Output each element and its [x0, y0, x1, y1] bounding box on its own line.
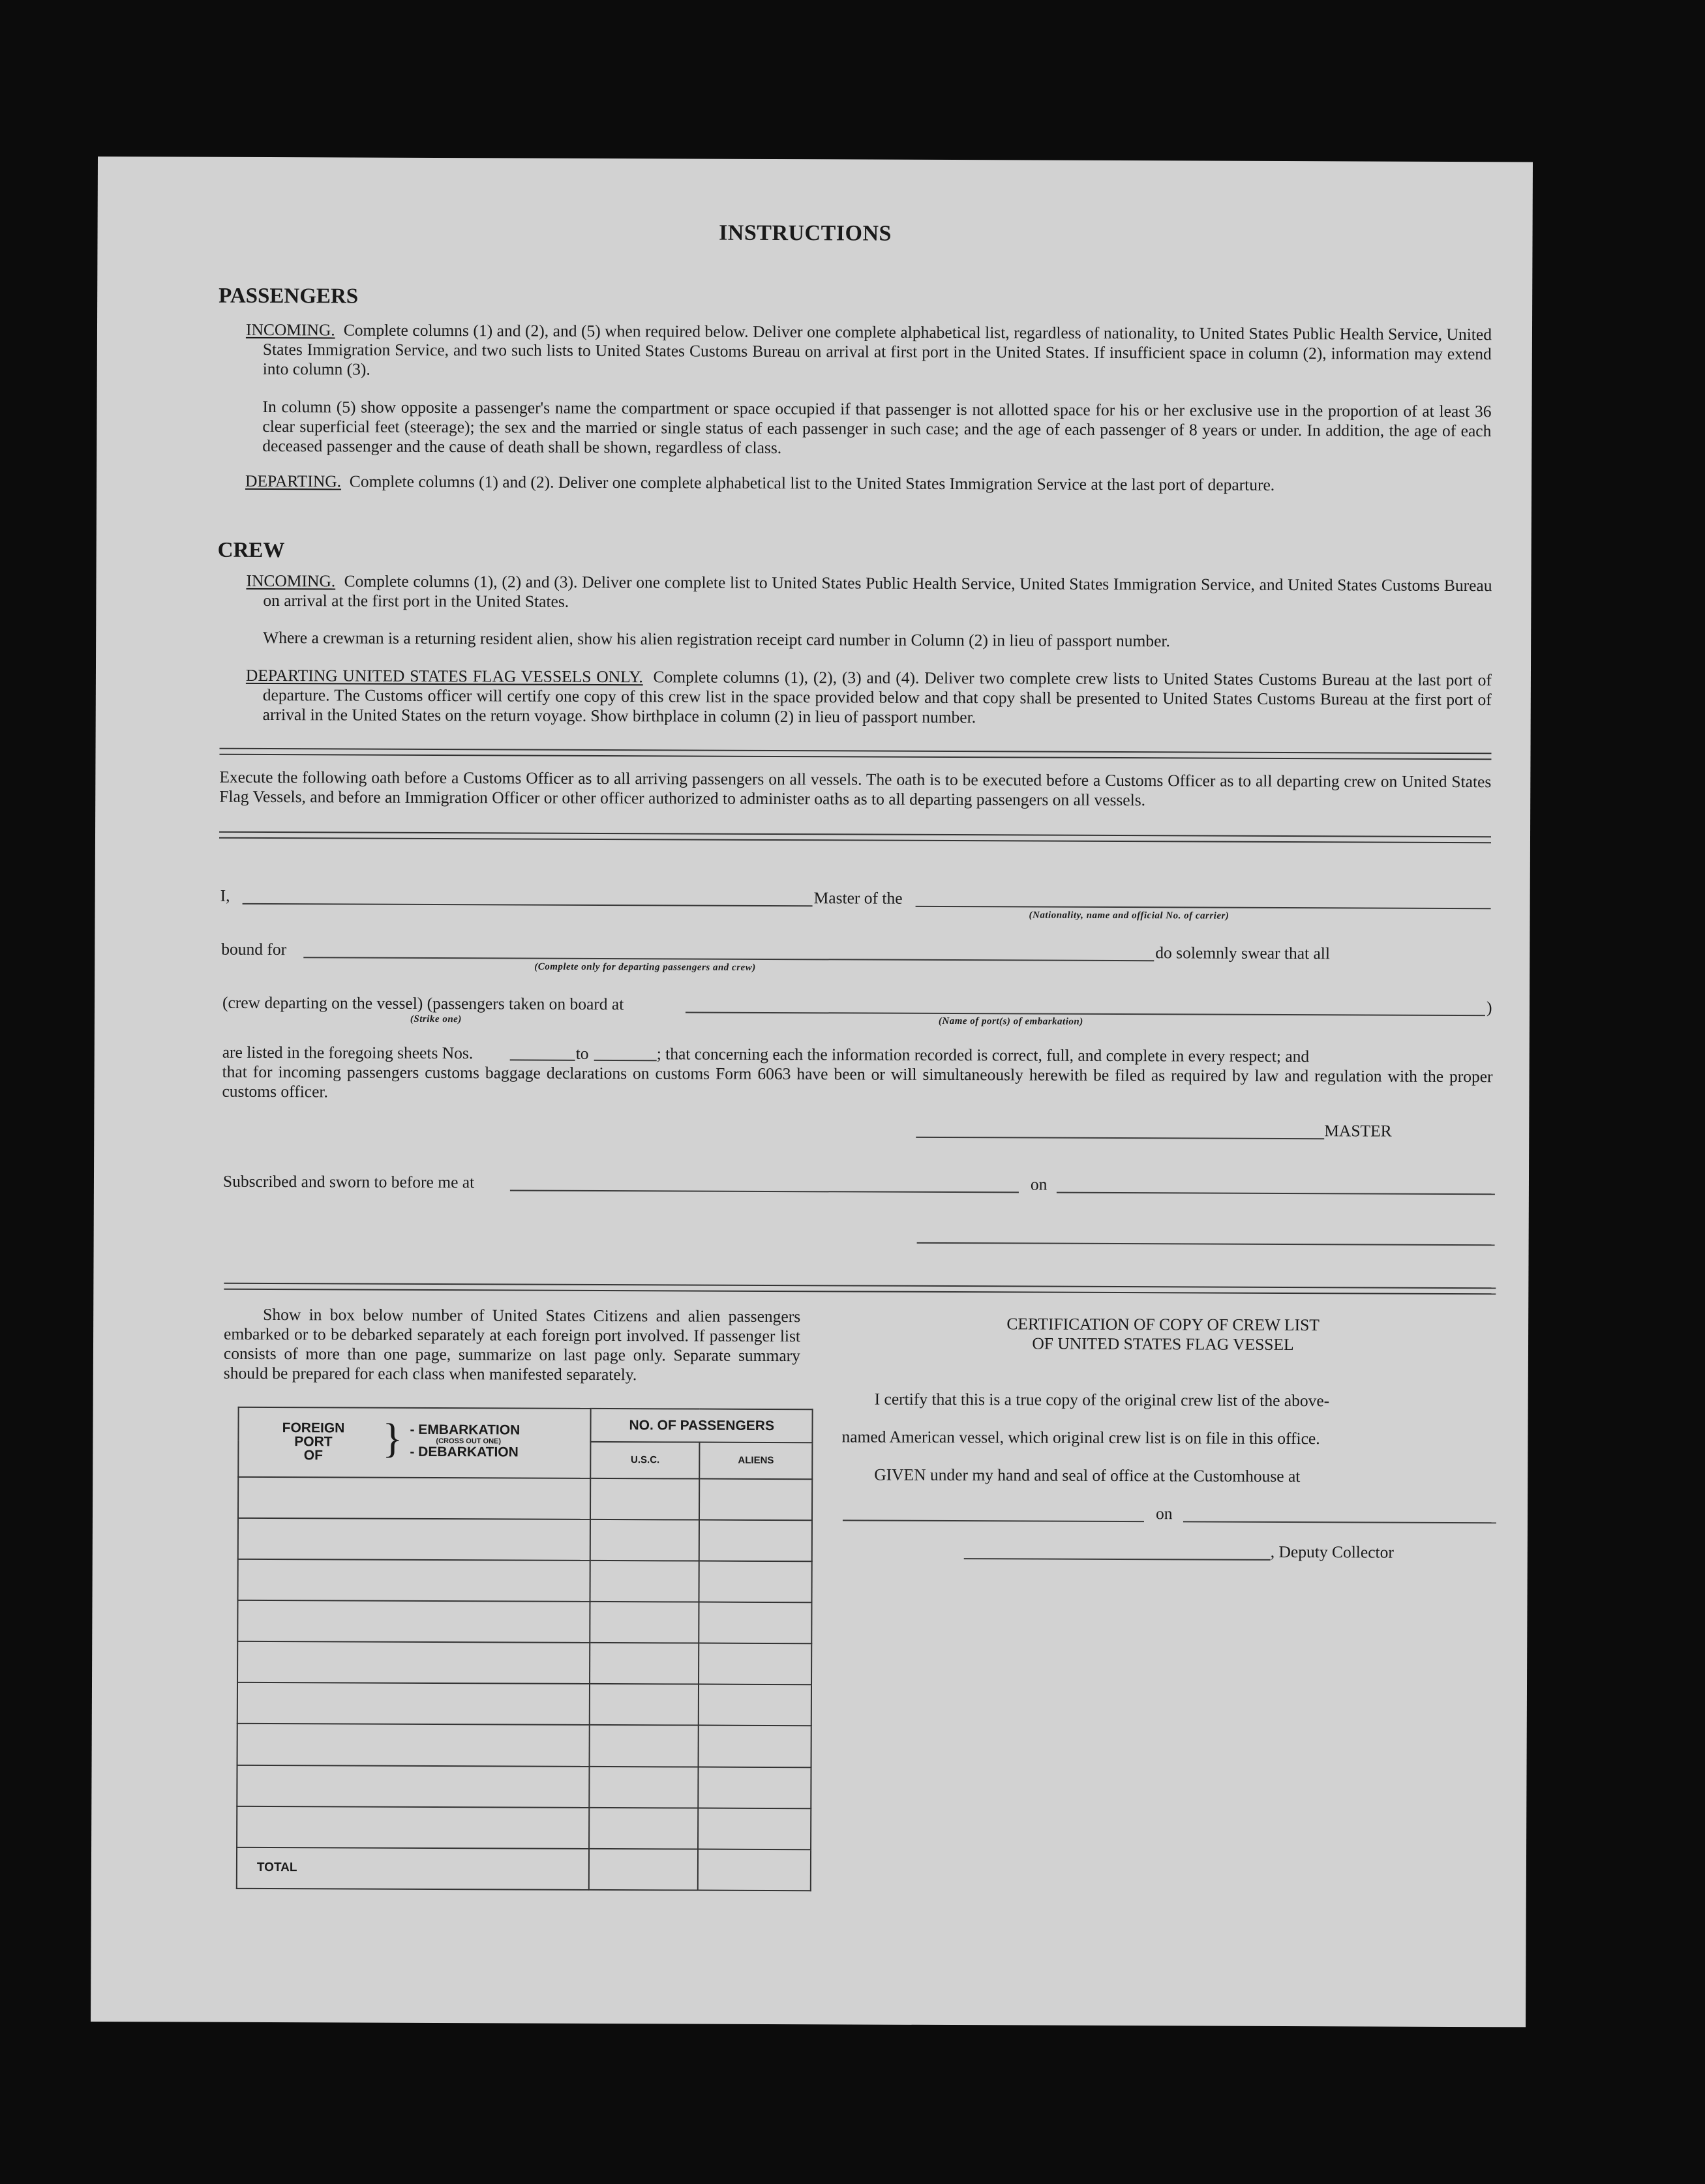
crew-passengers-label: (crew departing on the vessel) (passengers taken on board at [222, 993, 624, 1014]
passenger-summary-table [236, 1407, 813, 1891]
certification-line-3: GIVEN under my hand and seal of office at the Customhouse at [874, 1465, 1301, 1486]
destination-field[interactable] [303, 957, 1154, 961]
embarkation-ports-field[interactable] [686, 1011, 1485, 1016]
usc-cell[interactable] [590, 1643, 699, 1684]
listed-label-a: are listed in the foregoing sheets Nos. [222, 1042, 474, 1063]
crew-heading: CREW [217, 538, 285, 563]
summary-instructions: Show in box below number of United States Citizens and alien passengers embarked or to be debarked separately at each foreign port involved. If passenger list consists of more than one page, summarize on last page only. Separate summary should be prepared for each class when manifested separately. [223, 1304, 801, 1384]
bottom-divider [224, 1283, 1496, 1294]
crew-departing-paragraph [246, 666, 1492, 729]
port-header-foreign: FOREIGN [282, 1420, 345, 1436]
usc-cell[interactable] [590, 1478, 699, 1520]
bound-for-label: bound for [221, 939, 287, 959]
form-sheet [91, 157, 1533, 2027]
aliens-header: ALIENS [699, 1443, 812, 1479]
usc-cell[interactable] [590, 1766, 699, 1808]
oath-divider [219, 831, 1491, 843]
port-cell[interactable] [237, 1724, 590, 1766]
certification-line-2: named American vessel, which original crew list is on file in this office. [841, 1427, 1320, 1448]
sworn-on-label: on [1030, 1174, 1048, 1194]
do-solemnly-label: do solemnly swear that all [1155, 943, 1331, 963]
total-usc-cell[interactable] [589, 1849, 698, 1891]
complete-only-caption: (Complete only for departing passengers and crew) [534, 961, 756, 973]
crew-incoming-lead: INCOMING. [246, 571, 336, 591]
passengers-incoming-paragraph [246, 320, 1492, 383]
port-cell[interactable] [238, 1476, 591, 1519]
deputy-signature-field[interactable] [964, 1558, 1271, 1561]
master-of-the-label: Master of the [813, 888, 903, 908]
subscribed-label: Subscribed and sworn to before me at [222, 1171, 475, 1192]
port-header-of: OF [303, 1448, 323, 1463]
close-paren: ) [1486, 998, 1492, 1017]
usc-cell[interactable] [590, 1725, 699, 1767]
sworn-date-field[interactable] [1057, 1192, 1495, 1195]
sheet-from-field[interactable] [510, 1059, 575, 1060]
passengers-heading: PASSENGERS [219, 284, 359, 308]
usc-cell[interactable] [589, 1808, 698, 1849]
aliens-cell[interactable] [698, 1767, 811, 1808]
aliens-cell[interactable] [699, 1602, 811, 1644]
crew-incoming-text: Complete columns (1), (2) and (3). Deliver one complete list to United States Public Health Service, United States Immigration Service, and United States Customs Bureau on arrival at the first port in the United States. [263, 571, 1492, 611]
officer-signature-field[interactable] [917, 1242, 1495, 1246]
passengers-departing-text: Complete columns (1) and (2). Deliver one complete alphabetical list to the United States Immigration Service at the last port of departure. [349, 471, 1275, 494]
customhouse-field[interactable] [843, 1519, 1144, 1522]
oath-i-label: I, [220, 886, 230, 905]
ports-caption: (Name of port(s) of embarkation) [938, 1015, 1083, 1027]
embarkation-label: - EMBARKATION [410, 1422, 521, 1438]
sworn-place-field[interactable] [510, 1189, 1019, 1193]
certification-title-line-a: CERTIFICATION OF COPY OF CREW LIST [1006, 1314, 1320, 1335]
aliens-cell[interactable] [699, 1643, 811, 1685]
aliens-cell[interactable] [699, 1519, 812, 1561]
aliens-cell[interactable] [699, 1478, 812, 1520]
master-signature-field[interactable] [916, 1137, 1324, 1139]
crew-resident-paragraph: Where a crewman is a returning resident alien, show his alien registration receipt card number in Column (2) in lieu of passport number. [263, 627, 1170, 651]
usc-cell[interactable] [590, 1684, 699, 1726]
passengers-column5-paragraph: In column (5) show opposite a passenger's name the compartment or space occupied if that passenger is not allotted space for his or her exclusive use in the proportion of at least 36 clear superficial feet (steerage); the sex and the married or single status of each passenger in such case; and the age of each passenger of 8 years or under. In addition, the age of each deceased passenger and the cause of death shall be shown, regardless of class. [262, 396, 1492, 458]
usc-cell[interactable] [590, 1519, 699, 1561]
port-cell[interactable] [237, 1806, 590, 1848]
port-cell[interactable] [238, 1518, 591, 1561]
certification-date-field[interactable] [1183, 1521, 1496, 1523]
debarkation-label: - DEBARKATION [410, 1444, 519, 1460]
deputy-collector-label: , Deputy Collector [1270, 1542, 1394, 1562]
listed-label-c: that for incoming passengers customs baggage declarations on customs Form 6063 have been or will simultaneously herewith be filed as required by law and regulation with the proper customs officer. [222, 1062, 1493, 1101]
crew-departing-text: Complete columns (1), (2), (3) and (4). Deliver two complete crew lists to United States Customs Bureau at the last port of departure. The Customs officer will certify one copy of this crew list in the space provided below and that copy shall be presented to United States Customs Bureau at the first port of arrival in the United States on the return voyage. Show birthplace in column (2) in lieu of passport number. [262, 667, 1492, 727]
carrier-field[interactable] [916, 906, 1491, 909]
usc-cell[interactable] [590, 1561, 699, 1602]
certification-title [837, 1313, 1489, 1355]
cross-out-label: (CROSS OUT ONE) [436, 1437, 502, 1446]
port-header-port: PORT [294, 1434, 333, 1450]
master-label: MASTER [1324, 1121, 1392, 1141]
total-label: TOTAL [256, 1861, 297, 1875]
certification-line-1: I certify that this is a true copy of the original crew list of the above- [874, 1389, 1330, 1411]
page-title: INSTRUCTIONS [719, 220, 892, 246]
port-header-cell [238, 1407, 591, 1478]
passengers-incoming-text: Complete columns (1) and (2), and (5) when required below. Deliver one complete alphabetical list, regardless of nationality, to United States Public Health Service, United States Immigration Service, and two such lists to United States Customs Bureau on arrival at first port in the United States. If insufficient space in column (2), information may extend into column (3). [262, 320, 1492, 379]
certification-on-label: on [1155, 1504, 1173, 1523]
section-divider [219, 748, 1491, 760]
passengers-incoming-lead: INCOMING. [245, 320, 335, 340]
passengers-departing-paragraph [245, 471, 1491, 496]
listed-label-b: ; that concerning each the information recorded is correct, full, and complete in every respect; and [656, 1044, 1310, 1066]
total-label-cell [237, 1847, 590, 1890]
aliens-cell[interactable] [699, 1726, 811, 1767]
port-cell[interactable] [237, 1600, 590, 1643]
crew-departing-lead: DEPARTING UNITED STATES FLAG VESSELS ONLY. [245, 665, 643, 687]
port-cell[interactable] [237, 1641, 590, 1684]
port-cell[interactable] [237, 1683, 590, 1725]
crew-incoming-paragraph [246, 571, 1492, 615]
sheet-to-field[interactable] [594, 1060, 657, 1061]
master-name-field[interactable] [243, 903, 813, 906]
total-aliens-cell[interactable] [698, 1849, 811, 1891]
usc-header: U.S.C. [591, 1442, 700, 1478]
listed-to-label: to [575, 1043, 589, 1063]
oath-intro: Execute the following oath before a Customs Officer as to all arriving passengers on all vessels. The oath is to be executed before a Customs Officer as to all departing crew on United States Flag Vessels, and before an Immigration Officer or other officer authorized to administer oaths as to all departing passengers on all vessels. [219, 767, 1492, 810]
aliens-cell[interactable] [699, 1561, 812, 1602]
aliens-cell[interactable] [698, 1808, 811, 1849]
strike-one-caption: (Strike one) [410, 1013, 462, 1025]
aliens-cell[interactable] [699, 1684, 811, 1726]
nationality-caption: (Nationality, name and official No. of carrier) [1029, 910, 1230, 921]
usc-cell[interactable] [590, 1602, 699, 1643]
brace-icon: } [382, 1415, 403, 1462]
passengers-departing-lead: DEPARTING. [245, 471, 342, 491]
no-passengers-header: NO. OF PASSENGERS [591, 1409, 813, 1443]
certification-title-line-b: OF UNITED STATES FLAG VESSEL [1032, 1334, 1294, 1354]
port-cell[interactable] [238, 1559, 591, 1602]
port-cell[interactable] [237, 1765, 590, 1807]
